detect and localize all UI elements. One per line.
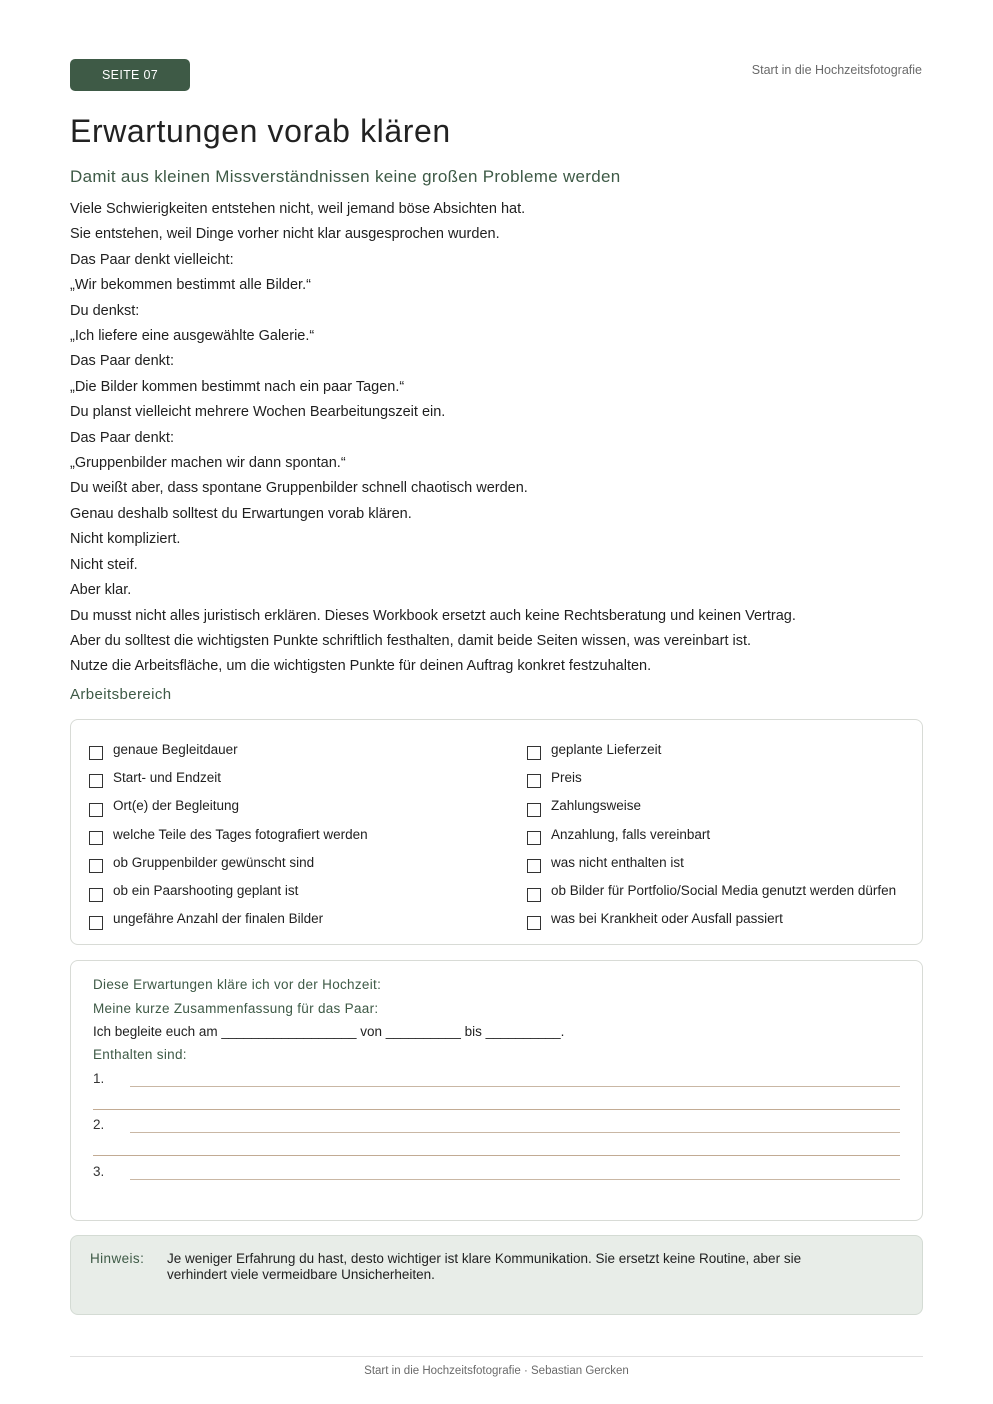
footer: Start in die Hochzeitsfotografie · Sebastian Gercken <box>364 1365 629 1377</box>
body-line: Nutze die Arbeitsfläche, um die wichtigsten Punkte für deinen Auftrag konkret festzuhalten. <box>70 658 652 675</box>
body-line: Das Paar denkt vielleicht: <box>70 251 234 268</box>
checkbox[interactable] <box>89 774 103 788</box>
checkbox[interactable] <box>527 888 541 902</box>
summary-box <box>70 960 923 1221</box>
checklist-item[interactable] <box>89 821 368 849</box>
checklist-label: ob Bilder für Portfolio/Social Media genutzt werden dürfen <box>551 883 897 899</box>
summary-heading-clarify: Diese Erwartungen kläre ich vor der Hochzeit: <box>93 977 382 992</box>
checklist-label: Ort(e) der Begleitung <box>113 798 240 814</box>
page-number-badge: SEITE 07 <box>70 59 190 91</box>
body-line: Du musst nicht alles juristisch erklären. Dieses Workbook ersetzt auch keine Rechtsberatung und keinen Vertrag. <box>70 607 796 624</box>
checkbox[interactable] <box>527 831 541 845</box>
body-line: Du denkst: <box>70 302 140 319</box>
checkbox[interactable] <box>89 859 103 873</box>
checkbox[interactable] <box>527 746 541 760</box>
checklist-item[interactable] <box>527 906 896 934</box>
hint-box <box>70 1235 923 1315</box>
included-heading: Enthalten sind: <box>93 1047 187 1062</box>
checklist-label: Anzahlung, falls vereinbart <box>551 826 711 842</box>
body-line: Nicht steif. <box>70 556 138 573</box>
checkbox[interactable] <box>527 859 541 873</box>
checklist-item[interactable] <box>527 764 896 792</box>
body-line: Das Paar denkt: <box>70 429 174 446</box>
checkbox[interactable] <box>527 916 541 930</box>
list-number: 3. <box>93 1164 105 1179</box>
body-line: Genau deshalb solltest du Erwartungen vorab klären. <box>70 505 412 522</box>
checklist-label: geplante Lieferzeit <box>551 741 662 757</box>
checklist-label: Zahlungsweise <box>551 798 642 814</box>
checkbox[interactable] <box>527 803 541 817</box>
body-line: Das Paar denkt: <box>70 353 174 370</box>
body-line: Aber du solltest die wichtigsten Punkte schriftlich festhalten, damit beide Seiten wissen, was vereinbart ist. <box>70 632 752 649</box>
footer-divider <box>70 1356 923 1357</box>
list-number: 2. <box>93 1117 105 1132</box>
checklist-item[interactable] <box>527 877 896 905</box>
writing-line-3[interactable] <box>130 1179 900 1180</box>
checkbox[interactable] <box>89 888 103 902</box>
writing-line-1b[interactable] <box>93 1109 900 1110</box>
body-line: „Die Bilder kommen bestimmt nach ein paar Tagen.“ <box>70 378 405 395</box>
checklist-item[interactable] <box>89 877 368 905</box>
checklist-item[interactable] <box>89 736 368 764</box>
body-line: Du planst vielleicht mehrere Wochen Bearbeitungszeit ein. <box>70 404 446 421</box>
checklist-item[interactable] <box>527 736 896 764</box>
checklist-label: Start- und Endzeit <box>113 769 222 785</box>
writing-line-2b[interactable] <box>93 1155 900 1156</box>
checklist-item[interactable] <box>89 793 368 821</box>
checklist-label: ungefähre Anzahl der finalen Bilder <box>113 911 324 927</box>
checkbox[interactable] <box>89 831 103 845</box>
body-line: Nicht kompliziert. <box>70 531 181 548</box>
page-subtitle: Damit aus kleinen Missverständnissen keine großen Probleme werden <box>70 167 621 186</box>
checklist-item[interactable] <box>527 849 896 877</box>
page-title: Erwartungen vorab klären <box>70 113 451 149</box>
checklist-label: ob Gruppenbilder gewünscht sind <box>113 854 315 870</box>
summary-heading-couple: Meine kurze Zusammenfassung für das Paar: <box>93 1001 379 1016</box>
checklist-label: was nicht enthalten ist <box>551 854 684 870</box>
body-line: „Gruppenbilder machen wir dann spontan.“ <box>70 455 346 472</box>
checkbox[interactable] <box>89 916 103 930</box>
summary-fill-sentence[interactable]: Ich begleite euch am __________________ von __________ bis __________. <box>93 1024 565 1039</box>
checklist-item[interactable] <box>89 849 368 877</box>
checklist-item[interactable] <box>527 793 896 821</box>
checklist-label: ob ein Paarshooting geplant ist <box>113 883 299 899</box>
hint-label: Hinweis: <box>90 1251 145 1266</box>
hint-text: Je weniger Erfahrung du hast, desto wichtiger ist klare Kommunikation. Sie ersetzt keine Routine, aber sie verhindert viele vermeidbare Unsicherheiten. <box>167 1251 802 1282</box>
checklist-item[interactable] <box>89 764 368 792</box>
checklist-label: welche Teile des Tages fotografiert werden <box>113 826 368 842</box>
checklist-label: Preis <box>551 769 582 785</box>
body-line: „Wir bekommen bestimmt alle Bilder.“ <box>70 277 311 294</box>
body-line: Sie entstehen, weil Dinge vorher nicht klar ausgesprochen wurden. <box>70 226 500 243</box>
checklist-label: was bei Krankheit oder Ausfall passiert <box>551 911 783 927</box>
writing-line-1[interactable] <box>130 1086 900 1087</box>
checklist-label: genaue Begleitdauer <box>113 741 238 757</box>
checkbox[interactable] <box>89 746 103 760</box>
checklist-column-right <box>527 736 896 934</box>
checklist-item[interactable] <box>527 821 896 849</box>
body-text <box>70 197 930 680</box>
body-line: Du weißt aber, dass spontane Gruppenbilder schnell chaotisch werden. <box>70 480 528 497</box>
workspace-label: Arbeitsbereich <box>70 686 172 703</box>
body-line: „Ich liefere eine ausgewählte Galerie.“ <box>70 328 315 345</box>
writing-line-2[interactable] <box>130 1132 900 1133</box>
checkbox[interactable] <box>527 774 541 788</box>
checklist-column-left <box>89 736 368 934</box>
checklist-box <box>70 719 923 945</box>
body-line: Viele Schwierigkeiten entstehen nicht, weil jemand böse Absichten hat. <box>70 201 526 217</box>
list-number: 1. <box>93 1071 105 1086</box>
checklist-item[interactable] <box>89 906 368 934</box>
body-line: Aber klar. <box>70 582 132 599</box>
checkbox[interactable] <box>89 803 103 817</box>
running-head: Start in die Hochzeitsfotografie <box>751 63 922 77</box>
